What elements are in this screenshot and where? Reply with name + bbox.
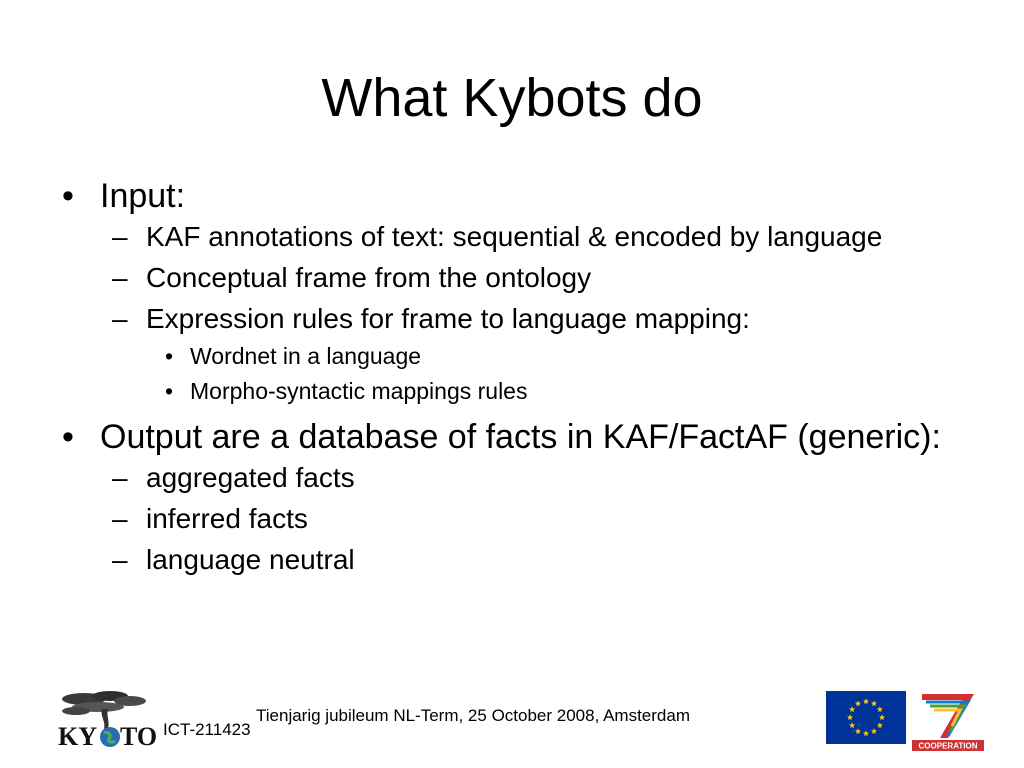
eu-flag-icon: [826, 691, 906, 744]
sub-sub-bullet-morpho-syntactic: [165, 378, 962, 405]
fp7-logo: [908, 688, 988, 752]
eu-flag: [826, 691, 906, 744]
kyoto-logo: [52, 685, 158, 753]
sub-bullet-language-neutral: [112, 543, 962, 576]
bullet-text: Input:: [100, 177, 186, 215]
sub-sub-bullet-text: Wordnet in a language: [190, 343, 422, 369]
kyoto-tree-logo-icon: [52, 685, 158, 753]
sub-bullet-text: aggregated facts: [146, 462, 355, 493]
svg-text:TO: TO: [120, 722, 158, 751]
bullet-output: [62, 419, 962, 455]
dash-marker: –: [112, 462, 128, 493]
bullet-marker: •: [62, 177, 74, 215]
footer-event-text: Tienjarig jubileum NL-Term, 25 October 2008, Amsterdam: [256, 706, 690, 725]
sub-sub-bullet-wordnet: [165, 343, 962, 370]
fp7-logo-icon: [908, 688, 988, 752]
bullet-marker: •: [165, 378, 174, 404]
project-code: ICT-211423: [163, 720, 251, 739]
slide-body: [62, 178, 962, 584]
dash-marker: –: [112, 221, 128, 252]
dash-marker: –: [112, 303, 128, 334]
sub-bullet-inferred-facts: [112, 502, 962, 535]
sub-bullet-kaf-annotations: [112, 220, 962, 253]
sub-bullet-text: inferred facts: [146, 503, 308, 534]
sub-sub-bullet-text: Morpho-syntactic mappings rules: [190, 378, 528, 404]
svg-text:COOPERATION: COOPERATION: [918, 741, 978, 751]
sub-bullet-text: Expression rules for frame to language mapping:: [146, 303, 750, 334]
svg-text:KY: KY: [58, 722, 97, 751]
dash-marker: –: [112, 503, 128, 534]
sub-bullet-text: Conceptual frame from the ontology: [146, 262, 592, 293]
dash-marker: –: [112, 262, 128, 293]
sub-bullet-aggregated-facts: [112, 461, 962, 494]
sub-bullet-text: language neutral: [146, 544, 355, 575]
slide-title: What Kybots do: [321, 68, 703, 128]
bullet-text: Output are a database of facts in KAF/FactAF (generic):: [100, 418, 941, 456]
sub-bullet-text: KAF annotations of text: sequential & encoded by language: [146, 221, 883, 252]
sub-bullet-expression-rules: [112, 302, 962, 335]
sub-bullet-conceptual-frame: [112, 261, 962, 294]
dash-marker: –: [112, 544, 128, 575]
bullet-marker: •: [62, 418, 74, 456]
bullet-input: [62, 178, 962, 214]
bullet-marker: •: [165, 343, 174, 369]
